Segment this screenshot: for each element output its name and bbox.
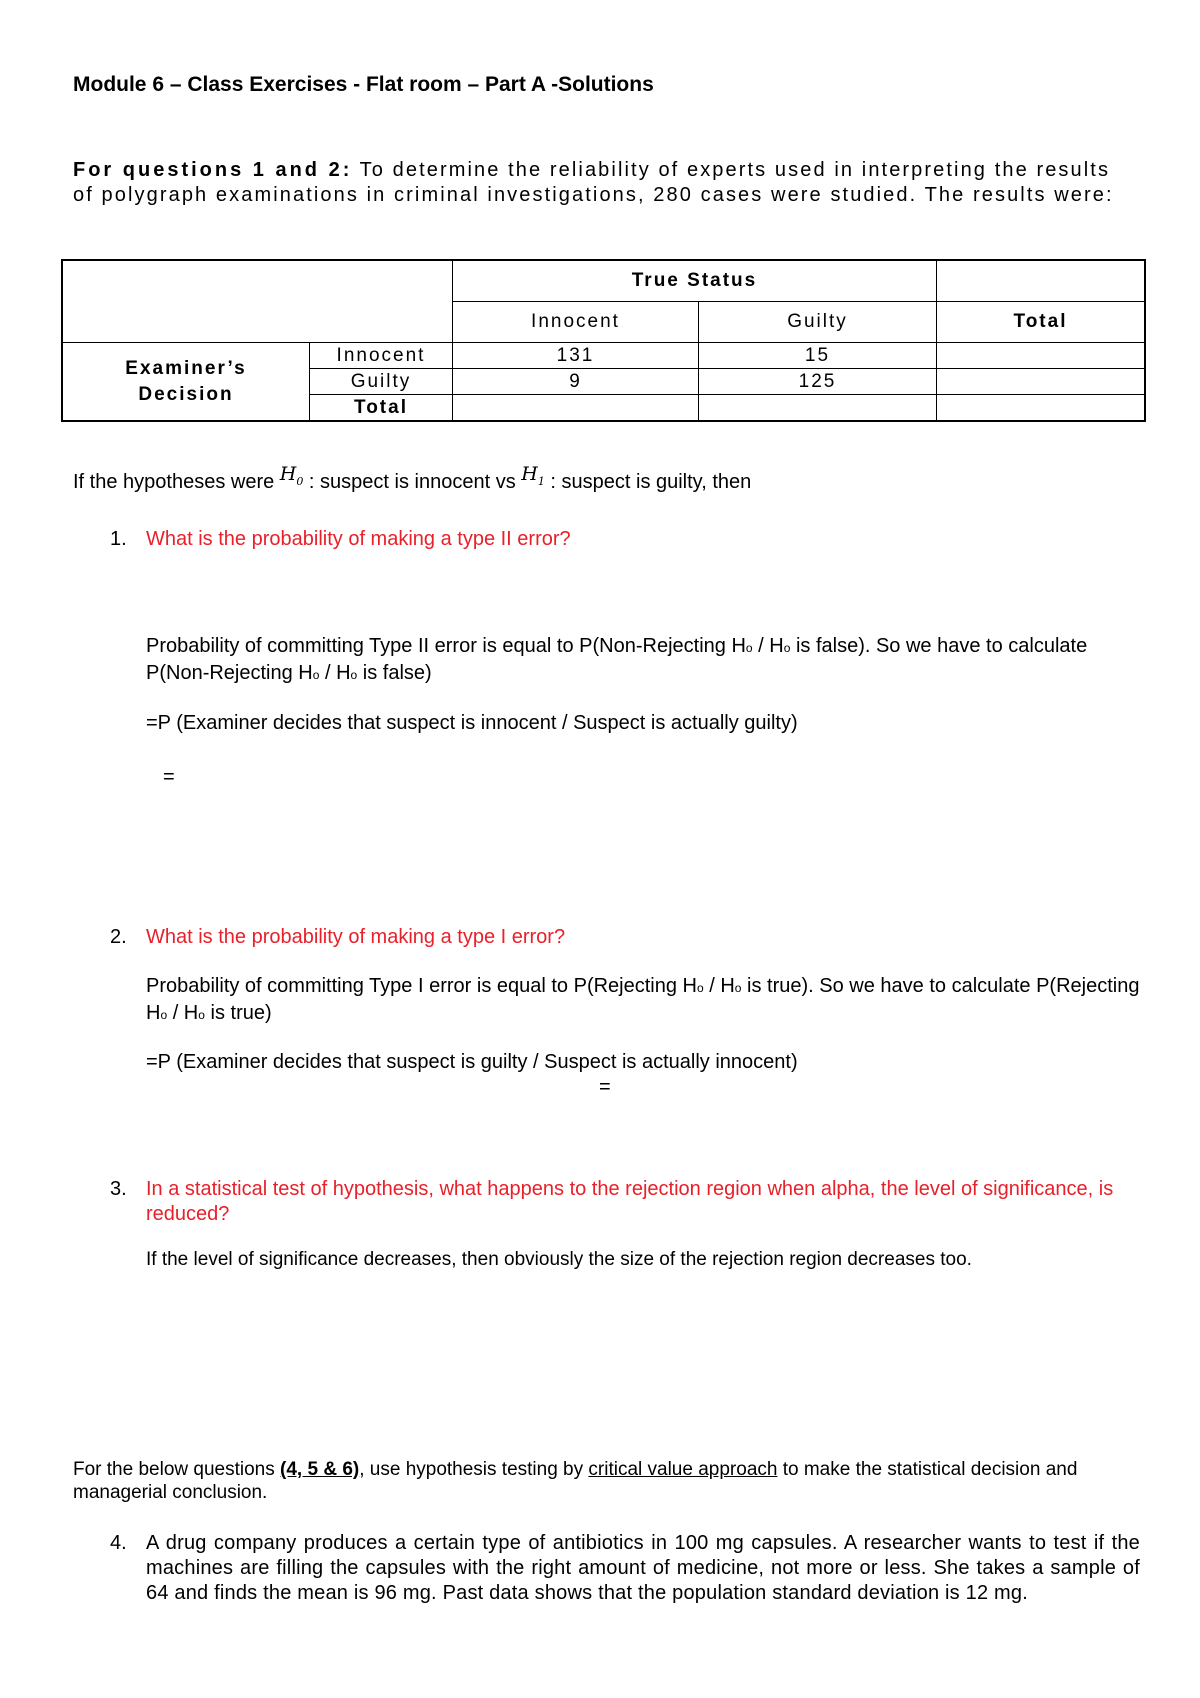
q1-number: 1. [110, 528, 127, 550]
cell-guilty-total [937, 369, 1146, 395]
page-title: Module 6 – Class Exercises - Flat room – Part A -Solutions [73, 73, 654, 96]
row-label-guilty: Guilty [310, 369, 453, 395]
q2-answer-1: Probability of committing Type I error is equal to P(Rejecting Ho / Ho is true). So we have to calculate P(Rejecting Ho / Ho is true) [146, 975, 1140, 1024]
question-range: (4, 5 & 6) [280, 1459, 360, 1480]
col-header-innocent: Innocent [453, 302, 699, 343]
row-label-total: Total [310, 395, 453, 422]
q2-number: 2. [110, 926, 127, 948]
hyp-post: : suspect is guilty, then [544, 471, 752, 493]
cell-innocent-innocent: 131 [453, 343, 699, 369]
q1-answer-1: Probability of committing Type II error is equal to P(Non-Rejecting Ho / Ho is false). So we have to calculate P(Non-Rejecting Ho / Ho is false) [146, 635, 1088, 684]
cell-guilty-innocent: 9 [453, 369, 699, 395]
row-group-line2: Decision [138, 383, 234, 405]
q1-answer-2: =P (Examiner decides that suspect is innocent / Suspect is actually guilty) [146, 712, 798, 734]
row-group-line1: Examiner’s [125, 357, 247, 379]
intro-text: To determine the reliability of experts used in interpreting the results of polygraph examinations in criminal investigations, 280 cases were studied. The results were: [73, 159, 1114, 206]
cell-guilty-guilty: 125 [699, 369, 937, 395]
q3-answer: If the level of significance decreases, then obviously the size of the rejection region decreases too. [146, 1249, 972, 1270]
q2-answer-2: =P (Examiner decides that suspect is guilty / Suspect is actually innocent) [146, 1051, 798, 1073]
true-status-header: True Status [453, 260, 937, 302]
h1-symbol: $H_1$ [521, 463, 545, 488]
table-empty-cell [937, 260, 1146, 302]
cell-total-guilty [699, 395, 937, 422]
cell-innocent-guilty: 15 [699, 343, 937, 369]
hyp-mid: : suspect is innocent vs [303, 471, 522, 493]
q3-number: 3. [110, 1178, 127, 1200]
col-header-guilty: Guilty [699, 302, 937, 343]
instructions-paragraph: For the below questions (4, 5 & 6), use hypothesis testing by critical value approach to make the statistical decision and managerial conclusion. [73, 1459, 1078, 1503]
hyp-pre: If the hypotheses were [73, 471, 280, 493]
question-3 [110, 1177, 1140, 1227]
q2-answer-3: = [599, 1076, 611, 1098]
table-corner-cell [62, 260, 453, 343]
h0-symbol: $H_0$ [279, 463, 304, 488]
q4-number: 4. [110, 1532, 127, 1554]
q4-text: A drug company produces a certain type of antibiotics in 100 mg capsules. A researcher wants to test if the machines are filling the capsules with the right amount of medicine, not more or less. She takes a sample of 64 and finds the mean is 96 mg. Past data shows that the population standard deviation is 12 mg. [146, 1532, 1140, 1604]
intro-paragraph [73, 158, 1125, 208]
cell-innocent-total [937, 343, 1146, 369]
row-label-innocent: Innocent [310, 343, 453, 369]
q1-text: What is the probability of making a type II error? [146, 528, 571, 550]
intro-lead: For questions 1 and 2: [73, 159, 353, 181]
contingency-table [61, 259, 1146, 422]
question-2 [110, 925, 565, 950]
q2-text: What is the probability of making a type I error? [146, 926, 566, 948]
col-header-total: Total [937, 302, 1146, 343]
cell-total-total [937, 395, 1146, 422]
row-group-label [62, 343, 310, 422]
question-1 [110, 527, 571, 552]
question-4 [110, 1531, 1140, 1606]
q1-answer-3: = [163, 766, 175, 788]
cell-total-innocent [453, 395, 699, 422]
q3-text: In a statistical test of hypothesis, what happens to the rejection region when alpha, the level of significance, is reduced? [146, 1178, 1114, 1225]
hypotheses-line [73, 463, 752, 502]
approach-term: critical value approach [588, 1459, 778, 1480]
